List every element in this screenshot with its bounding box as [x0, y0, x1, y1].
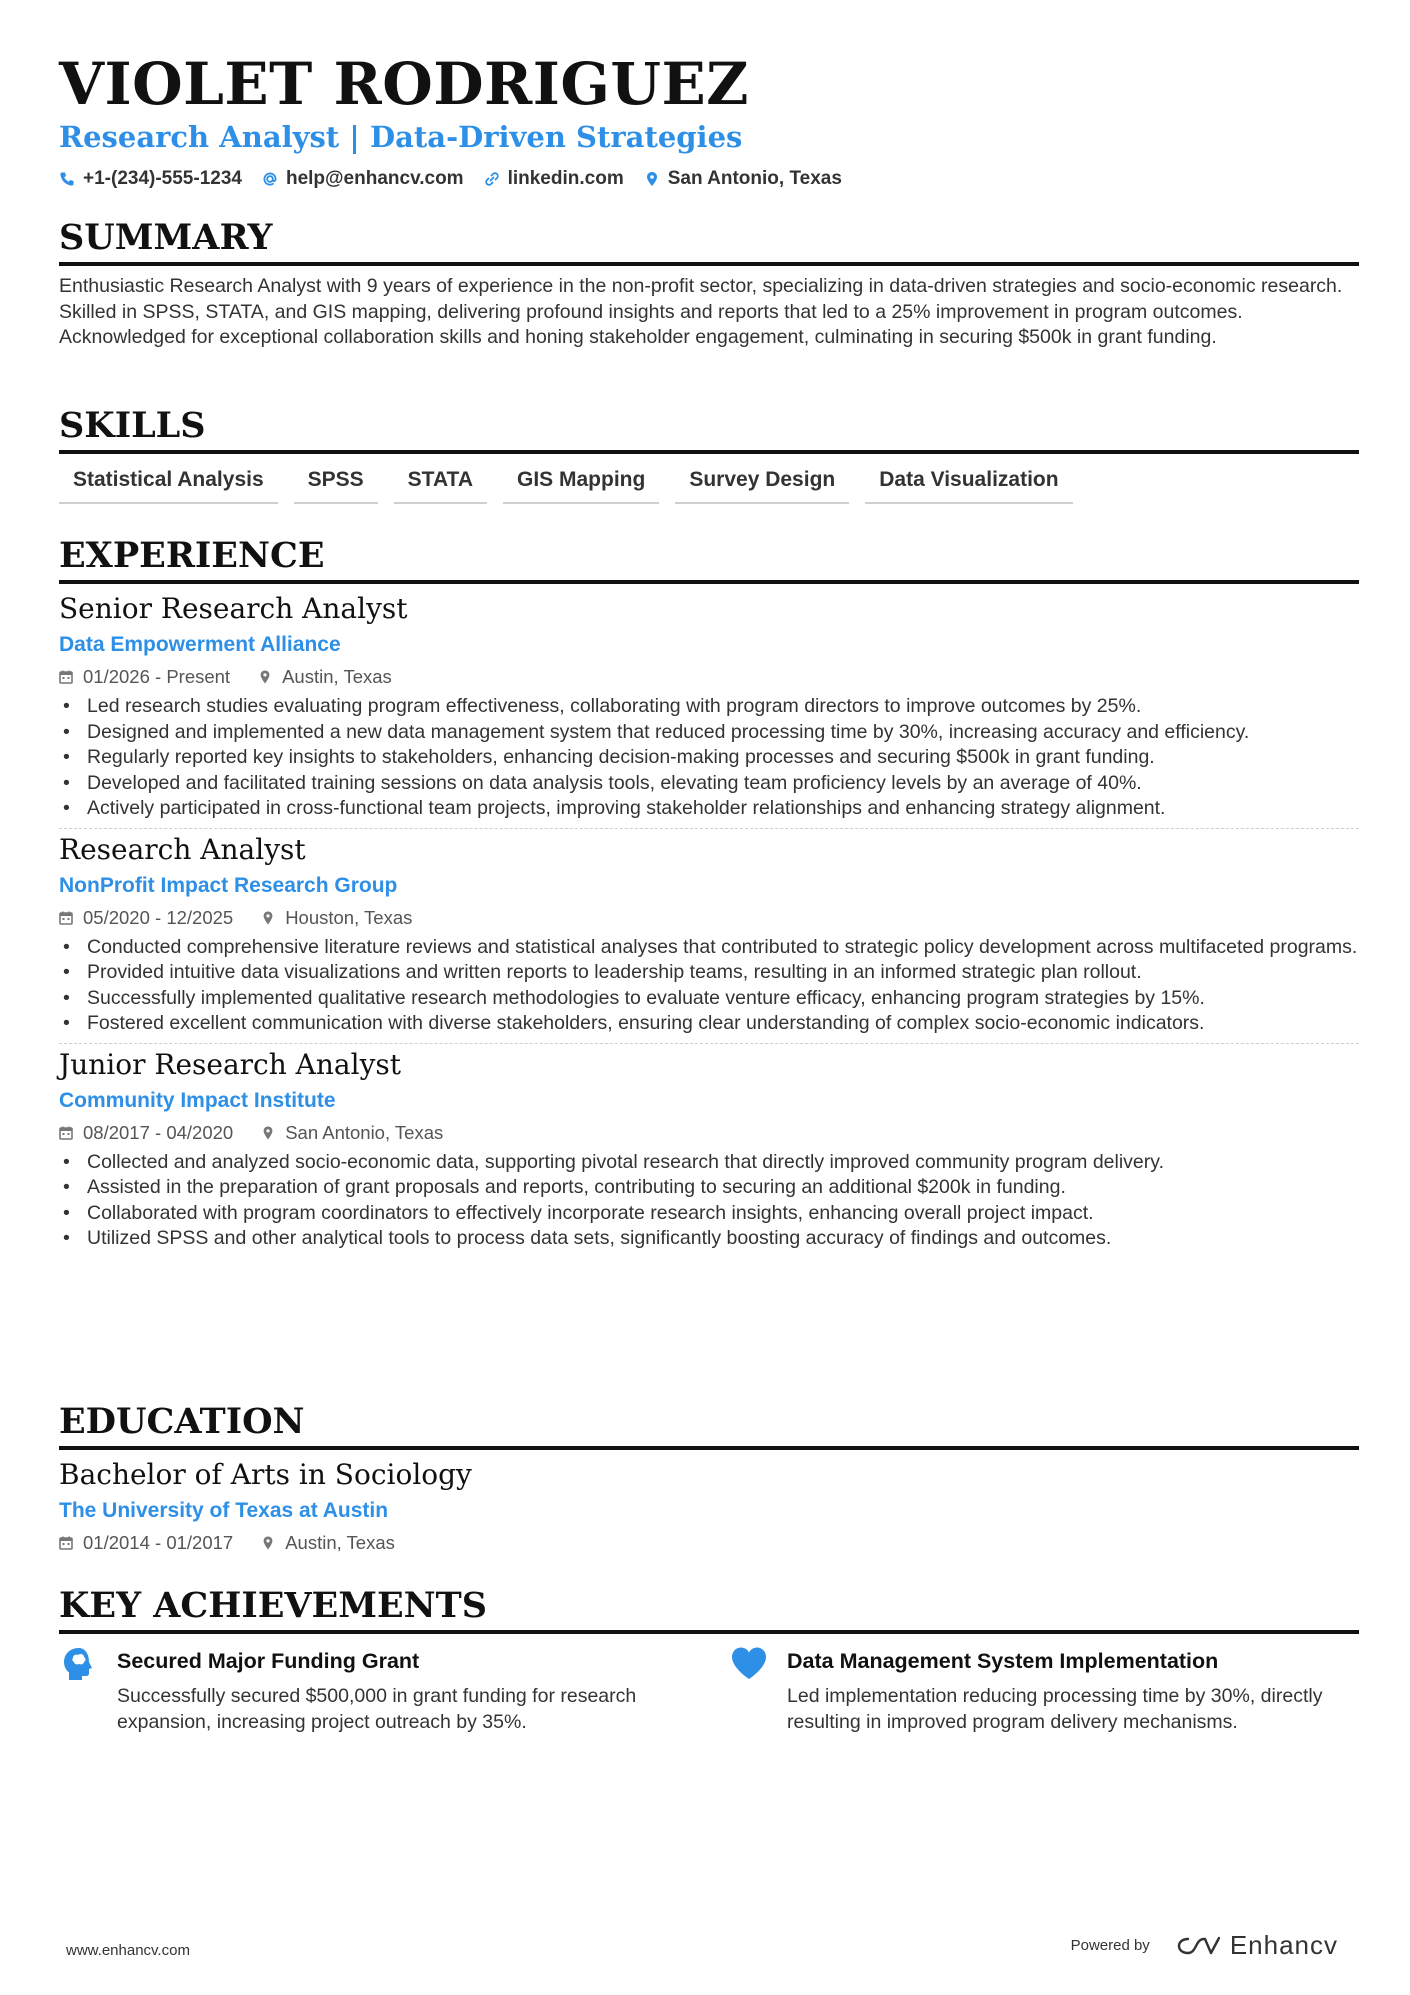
- job-dates-text: 08/2017 - 04/2020: [83, 1121, 234, 1143]
- skills-list: [59, 468, 1359, 504]
- heart-icon: [729, 1644, 769, 1684]
- bullet-item: • Designed and implemented a new data management system that reduced processing time by 30%, increasing accuracy and efficiency.: [59, 720, 1359, 746]
- entry-divider: [59, 1043, 1359, 1044]
- job-bullets: [59, 1150, 1359, 1252]
- achievement-title: Data Management System Implementation: [787, 1649, 1219, 1673]
- section-title-experience: EXPERIENCE: [59, 535, 325, 576]
- achievement-body: [117, 1644, 689, 1735]
- degree-title: Bachelor of Arts in Sociology: [59, 1458, 472, 1491]
- job-title: Junior Research Analyst: [59, 1047, 402, 1081]
- powered-by-label: Powered by: [1070, 1937, 1150, 1954]
- section-title-achievements: KEY ACHIEVEMENTS: [59, 1585, 487, 1626]
- job-title: Senior Research Analyst: [59, 592, 408, 625]
- bullet-item: • Regularly reported key insights to stakeholders, enhancing decision-making processes and securing $500k in grant funding.: [59, 745, 1359, 771]
- education-dates-text: 01/2014 - 01/2017: [83, 1532, 234, 1553]
- job-company[interactable]: Community Impact Institute: [59, 1088, 336, 1112]
- bullet-item: • Utilized SPSS and other analytical tools to process data sets, significantly boosting accuracy of findings and outcomes.: [59, 1226, 1359, 1252]
- education-location-text: Austin, Texas: [285, 1532, 395, 1553]
- skill-tag: Survey Design: [675, 468, 849, 504]
- job-title: Research Analyst: [59, 832, 306, 866]
- achievement-item: [729, 1644, 1359, 1735]
- job-location-text: Austin, Texas: [282, 666, 392, 687]
- achievement-desc: Successfully secured $500,000 in grant funding for research expansion, increasing project outreach by 35%.: [117, 1685, 637, 1733]
- section-title-summary: SUMMARY: [59, 217, 273, 258]
- bullet-item: • Conducted comprehensive literature reviews and statistical analyses that contributed to strategic policy development across multifaceted programs.: [59, 935, 1359, 961]
- experience-entry: [59, 831, 1359, 1044]
- section-divider: [59, 262, 1359, 266]
- achievement-body: [787, 1644, 1359, 1735]
- link-icon: [484, 171, 500, 187]
- footer-website[interactable]: www.enhancv.com: [66, 1942, 190, 1959]
- bullet-item: • Fostered excellent communication with diverse stakeholders, ensuring clear understanding of complex socio-economic indicators.: [59, 1011, 1359, 1037]
- section-divider: [59, 580, 1359, 584]
- contact-location: [644, 168, 842, 190]
- education-entry: [59, 1456, 1359, 1556]
- location-pin-icon: [261, 1126, 275, 1140]
- education-dates: [59, 1530, 233, 1556]
- section-divider: [59, 450, 1359, 454]
- achievement-title: Secured Major Funding Grant: [117, 1649, 420, 1673]
- contact-linkedin[interactable]: [484, 168, 624, 190]
- brand-name: Enhancv: [1229, 1930, 1338, 1960]
- bullet-item: • Led research studies evaluating program effectiveness, collaborating with program directors to improve outcomes by 25%.: [59, 694, 1359, 720]
- candidate-name: VIOLET RODRIGUEZ: [59, 50, 750, 118]
- skills-section: [59, 404, 1359, 504]
- calendar-icon: [59, 1126, 73, 1140]
- calendar-icon: [59, 911, 73, 925]
- contact-email[interactable]: [262, 168, 464, 190]
- location-pin-icon: [644, 171, 660, 187]
- summary-section: [59, 216, 1359, 351]
- education-meta: [59, 1530, 1359, 1556]
- summary-text: Enthusiastic Research Analyst with 9 years of experience in the non-profit sector, specializing in data-driven strategies and socio-economic research. Skilled in SPSS, STATA, and GIS mapping, delivering profound insights and reports that led to a 25% improvement in program outcomes. Acknowledged for exceptional collaboration skills and honing stakeholder engagement, culminating in securing $500k in grant funding.: [59, 275, 1343, 348]
- contact-phone-text: +1-(234)-555-1234: [83, 168, 242, 189]
- calendar-icon: [59, 1536, 73, 1550]
- job-company[interactable]: Data Empowerment Alliance: [59, 633, 341, 656]
- job-location: [261, 1120, 443, 1146]
- job-bullets: [59, 694, 1359, 822]
- job-dates-text: 01/2026 - Present: [83, 666, 231, 687]
- achievement-desc: Led implementation reducing processing time by 30%, directly resulting in improved program delivery mechanisms.: [787, 1685, 1323, 1733]
- section-divider: [59, 1630, 1359, 1634]
- education-location: [261, 1530, 395, 1556]
- achievement-item: [59, 1644, 689, 1735]
- phone-icon: [59, 171, 75, 187]
- experience-section: [59, 534, 1359, 1252]
- enhancv-logo-icon: [1176, 1934, 1222, 1958]
- bullet-item: • Developed and facilitated training sessions on data analysis tools, elevating team proficiency levels by an average of 40%.: [59, 771, 1359, 797]
- section-title-skills: SKILLS: [59, 405, 206, 446]
- contact-phone[interactable]: [59, 168, 242, 190]
- at-icon: [262, 171, 278, 187]
- location-pin-icon: [261, 1536, 275, 1550]
- bullet-item: • Assisted in the preparation of grant proposals and reports, contributing to securing an additional $200k in funding.: [59, 1175, 1359, 1201]
- calendar-icon: [59, 670, 73, 684]
- job-meta: [59, 1120, 1359, 1146]
- job-bullets: [59, 935, 1359, 1037]
- achievements-list: [59, 1644, 1359, 1735]
- job-location: [261, 905, 412, 931]
- skill-tag: SPSS: [294, 468, 378, 504]
- experience-entry: [59, 1046, 1359, 1252]
- brain-head-icon: [59, 1644, 99, 1684]
- section-title-education: EDUCATION: [59, 1401, 305, 1442]
- section-divider: [59, 1446, 1359, 1450]
- skill-tag: Data Visualization: [865, 468, 1072, 504]
- bullet-item: • Collected and analyzed socio-economic data, supporting pivotal research that directly improved community program delivery.: [59, 1150, 1359, 1176]
- skill-tag: STATA: [394, 468, 487, 504]
- job-meta: [59, 905, 1359, 931]
- education-section: [59, 1400, 1359, 1556]
- bullet-item: • Successfully implemented qualitative research methodologies to evaluate venture efficacy, enhancing program strategies by 15%.: [59, 986, 1359, 1012]
- contact-email-text: help@enhancv.com: [285, 168, 464, 189]
- job-company[interactable]: NonProfit Impact Research Group: [59, 873, 398, 897]
- skill-tag: Statistical Analysis: [59, 468, 278, 504]
- contact-linkedin-text: linkedin.com: [507, 168, 624, 189]
- job-location-text: Houston, Texas: [285, 906, 413, 928]
- job-dates: [59, 664, 230, 690]
- location-pin-icon: [261, 911, 275, 925]
- experience-entry: [59, 590, 1359, 829]
- footer-branding: [1071, 1930, 1338, 1961]
- bullet-item: • Provided intuitive data visualizations and written reports to leadership teams, resulting in an informed strategic plan rollout.: [59, 960, 1359, 986]
- bullet-item: • Collaborated with program coordinators to effectively incorporate research insights, enhancing overall project impact.: [59, 1201, 1359, 1227]
- job-dates: [59, 905, 233, 931]
- job-meta: [59, 664, 1359, 690]
- job-dates-text: 05/2020 - 12/2025: [83, 906, 234, 928]
- skill-tag: GIS Mapping: [503, 468, 659, 504]
- school-name[interactable]: The University of Texas at Austin: [59, 1499, 389, 1522]
- achievements-section: [59, 1584, 1359, 1735]
- candidate-headline: Research Analyst | Data-Driven Strategies: [59, 120, 743, 154]
- job-location-text: San Antonio, Texas: [285, 1121, 444, 1143]
- location-pin-icon: [258, 670, 272, 684]
- bullet-item: • Actively participated in cross-functional team projects, improving stakeholder relationships and enhancing strategy alignment.: [59, 796, 1359, 822]
- job-dates: [59, 1120, 233, 1146]
- job-location: [258, 664, 392, 690]
- entry-divider: [59, 828, 1359, 829]
- brand-logo[interactable]: [1176, 1930, 1338, 1961]
- contact-bar: [59, 168, 842, 190]
- contact-location-text: San Antonio, Texas: [667, 168, 842, 189]
